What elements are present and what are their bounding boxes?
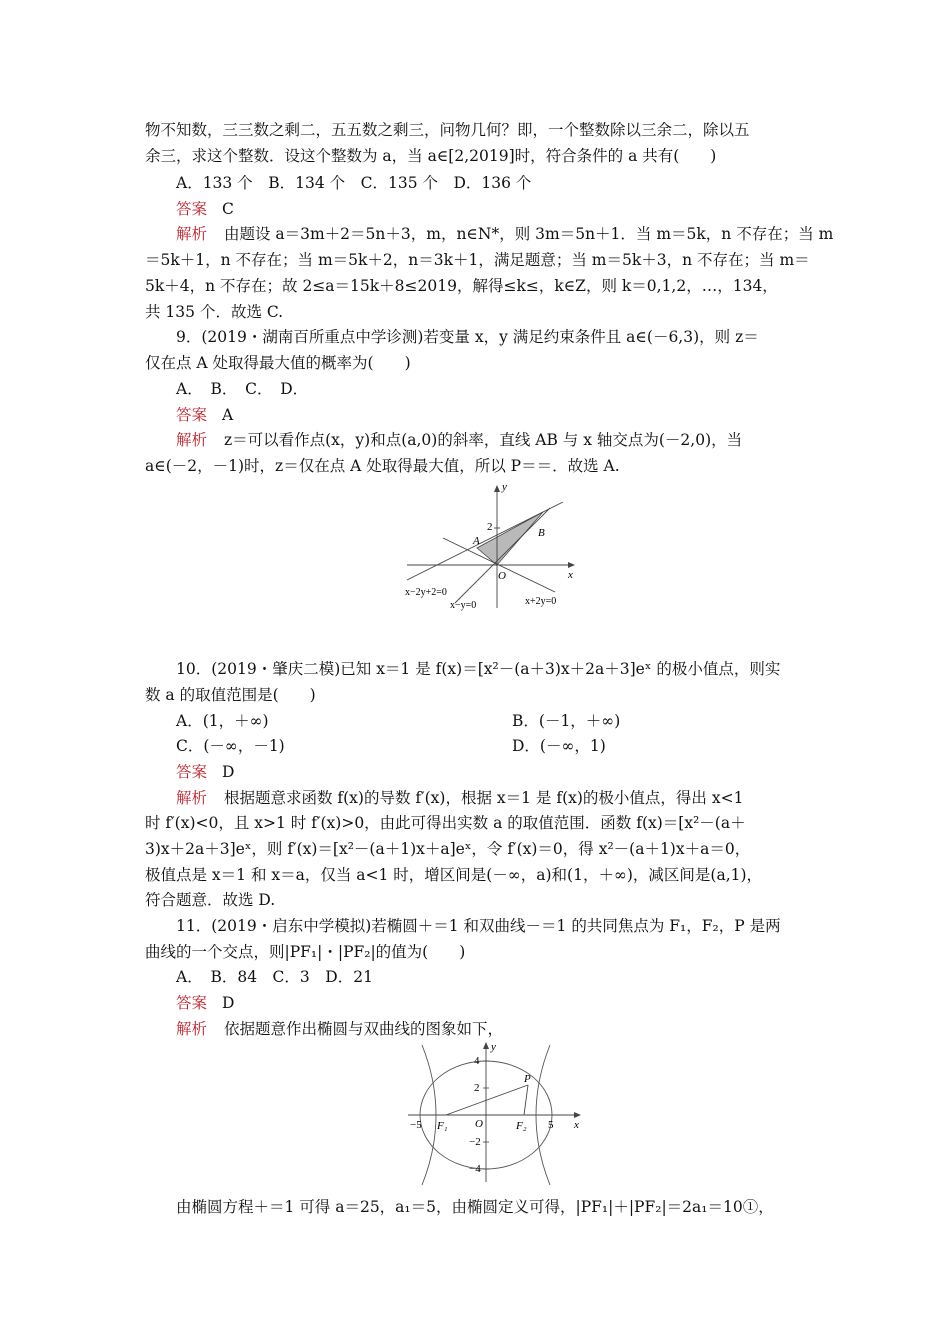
answer-value: A (221, 406, 234, 424)
label-y: y (502, 481, 507, 493)
segment-pf1 (446, 1085, 528, 1115)
label-O: O (475, 1118, 483, 1130)
analysis-label: 解析 (176, 431, 208, 449)
p11-stem-line1: 11．(2019・启东中学模拟)若椭圆＋＝1 和双曲线－＝1 的共同焦点为 F₁，F₂，P 是两 (176, 917, 781, 935)
answer-label: 答案 (176, 763, 208, 781)
p9-stem-line2: 仅在点 A 处取得最大值的概率为( ) (145, 354, 411, 372)
p10-option-a: A．(1，＋∞) (176, 712, 269, 730)
line-x-2y+2 (407, 502, 563, 580)
label-B: B (538, 527, 545, 539)
p8-analysis-line4: 共 135 个．故选 C. (145, 303, 284, 321)
label-minus5: −5 (410, 1119, 422, 1131)
p8-stem-line1: 物不知数，三三数之剩二，五五数之剩三，问物几何？即，一个整数除以三余二，除以五 (145, 121, 750, 139)
label-O: O (498, 570, 506, 582)
p10-analysis-line3: 3)x＋2a＋3]eˣ，则 f′(x)＝[x²－(a＋1)x＋a]eˣ，令 f′(x)＝0，得 x²－(a＋1)x＋a＝0， (145, 840, 751, 858)
p9-analysis-line2: a∈(－2，－1)时，z＝仅在点 A 处取得最大值，所以 P＝＝．故选 A. (145, 457, 620, 475)
answer-value: D (221, 763, 235, 781)
p8-answer (176, 199, 234, 219)
answer-label: 答案 (176, 994, 208, 1012)
p10-analysis-line4: 极值点是 x＝1 和 x＝a，仅当 a<1 时，增区间是(－∞，a)和(1，＋∞)，减区间是(a,1)， (145, 866, 763, 884)
answer-label: 答案 (176, 200, 208, 218)
analysis-text: 根据题意求函数 f(x)的导数 f′(x)，根据 x＝1 是 f(x)的极小值点，得出 x<1 (223, 789, 744, 807)
analysis-label: 解析 (176, 1020, 208, 1038)
analysis-text: z＝可以看作点(x，y)和点(a,0)的斜率，直线 AB 与 x 轴交点为(－2,0)，当 (223, 431, 743, 449)
line-x-y (455, 508, 550, 603)
p11-analysis-line1 (176, 1019, 503, 1039)
shaded-region (477, 512, 543, 565)
label-minus2: −2 (469, 1136, 481, 1148)
answer-label: 答案 (176, 406, 208, 424)
p10-option-b: B．(－1，＋∞) (512, 712, 621, 730)
p10-option-c: C．(－∞，－1) (176, 737, 285, 755)
p11-stem-line2: 曲线的一个交点，则|PF₁|・|PF₂|的值为( ) (145, 943, 466, 961)
p8-stem-line2: 余三，求这个整数．设这个整数为 a，当 a∈[2,2019]时，符合条件的 a 共有( ) (145, 147, 717, 165)
p9-analysis-line1 (176, 430, 742, 450)
analysis-label: 解析 (176, 789, 208, 807)
label-2: 2 (487, 521, 493, 533)
label-x: x (574, 1119, 579, 1131)
label-line2: x−y=0 (450, 600, 477, 611)
p10-analysis-line1 (176, 788, 743, 808)
p10-analysis-line2: 时 f′(x)<0，且 x>1 时 f′(x)>0，由此可得出实数 a 的取值范围．函数 f(x)＝[x²－(a＋ (145, 814, 746, 832)
label-minus4: −4 (469, 1163, 481, 1175)
label-F2: F₂ (516, 1120, 527, 1132)
x-axis-arrow (568, 562, 575, 568)
label-P: P (524, 1073, 531, 1085)
ellipse-hyperbola-figure (400, 1040, 590, 1185)
p8-analysis-line1 (176, 224, 833, 244)
label-x: x (568, 569, 573, 581)
p8-analysis-line3: 5k＋4，n 不存在；故 2≤a＝15k＋8≤2019，解得≤k≤，k∈Z，则 k＝0,1,2，…，134， (145, 277, 778, 295)
p11-options: A． B．84 C．3 D．21 (176, 968, 373, 986)
p9-options: A． B． C． D． (176, 380, 309, 398)
answer-value: D (221, 994, 235, 1012)
analysis-label: 解析 (176, 225, 208, 243)
segment-pf2 (524, 1085, 528, 1115)
y-axis-arrow (483, 1042, 489, 1049)
analysis-text: 由题设 a＝3m＋2＝5n＋3，m，n∈N*，则 3m＝5n＋1．当 m＝5k，n 不存在；当 m (223, 225, 834, 243)
answer-value: C (221, 200, 234, 218)
label-line3: x+2y=0 (525, 596, 557, 607)
feasible-region-figure (395, 480, 595, 615)
p9-answer (176, 405, 233, 425)
label-A: A (473, 535, 480, 547)
label-F1: F₁ (437, 1120, 448, 1132)
p8-analysis-line2: ＝5k＋1，n 不存在；当 m＝5k＋2，n＝3k＋1，满足题意；当 m＝5k＋3，n 不存在；当 m＝ (145, 251, 810, 269)
p11-answer (176, 993, 234, 1013)
label-4: 4 (474, 1055, 480, 1067)
p11-analysis-line2: 由椭圆方程＋＝1 可得 a＝25，a₁＝5，由椭圆定义可得，|PF₁|＋|PF₂|＝2a₁＝10①， (176, 1198, 774, 1216)
p10-answer (176, 762, 234, 782)
p9-stem-line1: 9．(2019・湖南百所重点中学诊测)若变量 x，y 满足约束条件且 a∈(－6,3)，则 z＝ (176, 328, 759, 346)
p10-option-d: D．(－∞，1) (512, 737, 606, 755)
p10-stem-line1: 10．(2019・肇庆二模)已知 x＝1 是 f(x)＝[x²－(a＋3)x＋2a＋3]eˣ 的极小值点，则实 (176, 660, 781, 678)
p10-stem-line2: 数 a 的取值范围是( ) (145, 686, 316, 704)
p10-analysis-line5: 符合题意．故选 D. (145, 891, 276, 909)
label-5: 5 (548, 1119, 554, 1131)
label-2: 2 (474, 1082, 480, 1094)
y-axis-arrow (494, 485, 500, 492)
analysis-text: 依据题意作出椭圆与双曲线的图象如下， (223, 1020, 503, 1038)
label-line1: x−2y+2=0 (405, 587, 447, 598)
x-axis-arrow (574, 1112, 581, 1118)
p8-options: A．133 个 B．134 个 C．135 个 D．136 个 (176, 174, 532, 192)
label-y: y (491, 1041, 496, 1053)
